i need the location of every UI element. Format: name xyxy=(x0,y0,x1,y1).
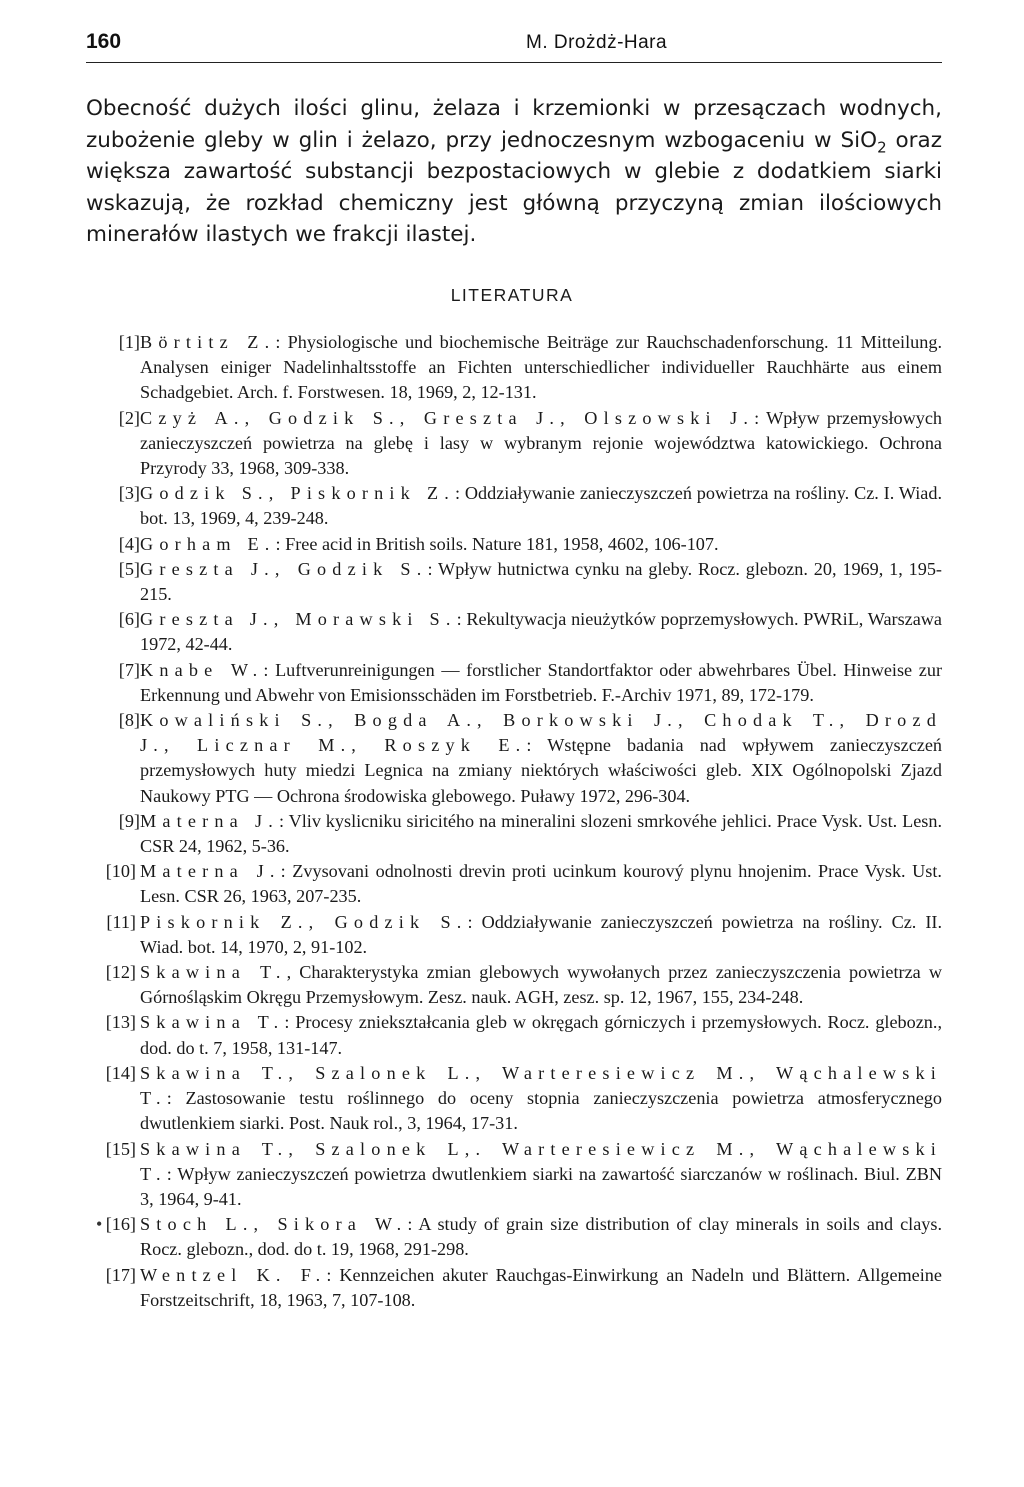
reference-number: [8] xyxy=(118,710,140,731)
reference-authors: Czyż A., Godzik S., Greszta J., Olszowski J. xyxy=(140,407,755,428)
reference-authors: Skawina T. xyxy=(140,1012,285,1033)
reference-number: [11] xyxy=(106,911,136,932)
reference-number: [15] xyxy=(105,1138,136,1159)
reference-text: : Luftverunreinigungen — forstlicher Standortfaktor oder abwehrbares Übel. Hinweise zur Erkennung und Abwehr von Emisionsschäden im Forstbetrieb. F.-Archiv 1971, 89, 172-179. xyxy=(140,659,942,705)
reference-item xyxy=(86,1212,942,1262)
reference-item xyxy=(86,532,942,557)
reference-number: [9] xyxy=(118,810,140,831)
reference-text: : Kennzeichen akuter Rauchgas-Einwirkung an Nadeln und Blättern. Allgemeine Forstzeitschrift, 18, 1963, 7, 107-108. xyxy=(140,1264,942,1310)
reference-number: [4] xyxy=(118,533,140,554)
reference-number: [3] xyxy=(118,483,140,504)
reference-text: : Wpływ zanieczyszczeń powietrza dwutlenkiem siarki na zawartość siarczanów w roślinach. Biul. ZBN 3, 1964, 9-41. xyxy=(140,1163,942,1209)
reference-text: : Oddziaływanie zanieczyszczeń powietrza na rośliny. Cz. I. Wiad. bot. 13, 1969, 4, 239-248. xyxy=(140,483,942,529)
reference-authors: Knabe W. xyxy=(140,659,264,680)
reference-text: , Charakterystyka zmian glebowych wywołanych przez zanieczyszczenia powietrza w Górnośląskim Okręgu Przemysłowym. Zesz. nauk. AGH, zesz. sp. 12, 1967, 155, 234-248. xyxy=(140,962,942,1008)
reference-text: : Wstępne badania nad wpływem zanieczyszczeń przemysłowych huty miedzi Legnica na zmiany niektórych właściwości gleb. XIX Ogólnopolski Zjazd Naukowy PTG — Ochrona środowiska glebowego. Puławy 1972, 296-304. xyxy=(140,735,942,806)
reference-number: [10] xyxy=(105,861,136,882)
reference-number: [5] xyxy=(118,558,140,579)
reference-number: [13] xyxy=(105,1012,136,1033)
margin-mark: • xyxy=(96,1214,103,1234)
paragraph-subscript: 2 xyxy=(877,137,887,156)
reference-text: : Physiologische und biochemische Beiträge zur Rauchschadenforschung. 11 Mitteilung. Analysen einiger Nadelinhaltsstoffe an Fichten unterschiedlicher individueller Rauchhärte aus einem Schadgebiet. Arch. f. Forstwesen. 18, 1969, 2, 12-131. xyxy=(140,332,942,403)
reference-text: : Wpływ przemysłowych zanieczyszczeń powietrza na glebę i lasy w wybranym rejonie województwa katowickiego. Ochrona Przyrody 33, 1968, 309-338. xyxy=(140,407,942,479)
reference-authors: Piskornik Z., Godzik S. xyxy=(140,911,468,932)
body-paragraph xyxy=(86,93,942,251)
reference-number: [2] xyxy=(118,407,140,428)
reference-item xyxy=(86,809,942,859)
reference-item xyxy=(86,1061,942,1137)
reference-number: [6] xyxy=(118,609,140,630)
reference-authors: Materna J. xyxy=(140,810,279,831)
literature-heading: LITERATURA xyxy=(450,285,574,305)
reference-item xyxy=(86,708,942,809)
paragraph-text-2: oraz większa zawartość substancji bezpostaciowych w glebie z dodatkiem siarki wskazują, że rozkład chemiczny jest główną przyczyną zmian ilościowych minerałów ilastych we frakcji ilastej. xyxy=(86,127,942,247)
reference-item xyxy=(86,1010,942,1060)
reference-number: [1] xyxy=(118,332,140,352)
reference-item xyxy=(86,557,942,607)
reference-item xyxy=(86,607,942,657)
reference-item xyxy=(86,960,942,1010)
reference-text: : Free acid in British soils. Nature 181, 1958, 4602, 106-107. xyxy=(275,533,719,554)
reference-text: : Procesy zniekształcania gleb w okręgach górniczych i przemysłowych. Rocz. glebozn., dod. do t. 7, 1958, 131-147. xyxy=(140,1012,942,1058)
reference-authors: Kowaliński S., Bogda A., Borkowski J., Chodak T., Drozd J., Licznar M., Roszyk E. xyxy=(140,710,942,756)
reference-authors: Skawina T. xyxy=(140,962,287,983)
reference-item xyxy=(86,406,942,482)
reference-text: : Wpływ hutnictwa cynku na gleby. Rocz. glebozn. 20, 1969, 1, 195-215. xyxy=(140,558,942,605)
reference-text: : Oddziaływanie zanieczyszczeń powietrza na rośliny. Cz. II. Wiad. bot. 14, 1970, 2, 91-102. xyxy=(140,911,942,957)
reference-text: : Vliv kyslicniku siricitého na mineralini slozeni smrkovéhe jehlici. Prace Vysk. Ust. Lesn. CSR 24, 1962, 5-36. xyxy=(140,810,942,857)
reference-text: : A study of grain size distribution of clay minerals in soils and clays. Rocz. glebozn., dod. do t. 19, 1968, 291-298. xyxy=(140,1214,942,1260)
reference-authors: Materna J. xyxy=(140,861,281,882)
reference-authors: Godzik S., Piskornik Z. xyxy=(140,483,456,504)
reference-item xyxy=(86,330,942,406)
reference-text: : Zastosowanie testu roślinnego do oceny stopnia zanieczyszczenia powietrza atmosferycznego dwutlenkiem siarki. Post. Nauk rol., 3, 1964, 17-31. xyxy=(140,1088,942,1134)
reference-item xyxy=(86,658,942,708)
running-head: M. Drożdż-Hara xyxy=(526,32,668,53)
reference-item xyxy=(86,1137,942,1213)
reference-item xyxy=(86,859,942,909)
reference-number: [14] xyxy=(105,1062,136,1083)
reference-text: : Zvysovani odnolnosti drevin proti ucinkum kourový plynu hnojenim. Prace Vysk. Ust. Lesn. CSR 26, 1963, 207-235. xyxy=(140,861,942,907)
reference-authors: Skawina T., Szalonek L,. Warteresiewicz M., Wąchalewski T. xyxy=(140,1138,942,1184)
reference-authors: Wentzel K. F. xyxy=(140,1264,327,1285)
reference-number: [16] xyxy=(105,1214,136,1235)
page-header xyxy=(86,30,942,63)
paragraph-text-1: Obecność dużych ilości glinu, żelaza i krzemionki w przesączach wodnych, zubożenie gleby w glin i żelazo, przy jednoczesnym wzbogaceniu w SiO xyxy=(86,96,942,153)
reference-number: [17] xyxy=(105,1264,136,1285)
reference-authors: Greszta J., Morawski S. xyxy=(140,609,457,630)
reference-item xyxy=(86,481,942,531)
reference-authors: Greszta J., Godzik S. xyxy=(140,558,428,579)
page-number: 160 xyxy=(86,30,122,53)
reference-text: : Rekultywacja nieużytków poprzemysłowych. PWRiL, Warszawa 1972, 42-44. xyxy=(140,609,943,655)
reference-authors: Skawina T., Szalonek L., Warteresiewicz M., Wąchalewski T. xyxy=(140,1062,942,1109)
reference-list xyxy=(86,330,942,1313)
reference-authors: Stoch L., Sikora W. xyxy=(140,1214,408,1235)
reference-item xyxy=(86,910,942,960)
reference-item xyxy=(86,1263,942,1313)
reference-authors: Gorham E. xyxy=(140,533,276,554)
reference-number: [12] xyxy=(105,962,136,983)
reference-number: [7] xyxy=(118,659,140,680)
reference-authors: Börtitz Z. xyxy=(140,332,276,352)
